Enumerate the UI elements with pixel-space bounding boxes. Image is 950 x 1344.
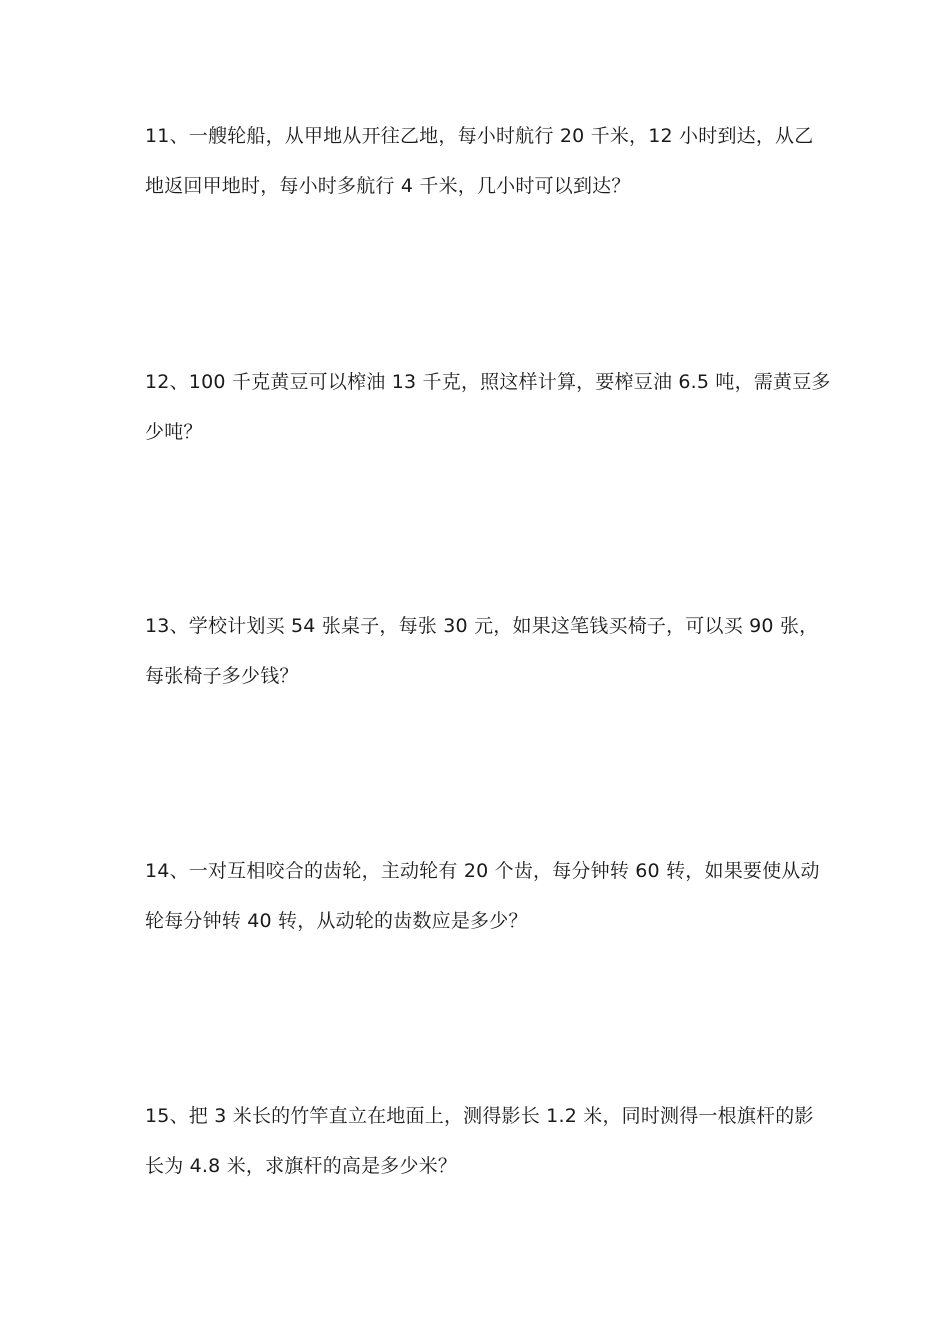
question-text-line: 每张椅子多少钱？: [145, 665, 299, 687]
question-11: [145, 124, 815, 198]
question-text-line: 长为 4.8 米，求旗杆的高是多少米？: [145, 1155, 458, 1177]
question-text-line: 14、一对互相咬合的齿轮，主动轮有 20 个齿，每分钟转 60 转，如果要使从动: [145, 860, 820, 882]
question-text-line: 轮每分钟转 40 转，从动轮的齿数应是多少？: [145, 910, 528, 932]
question-text-line: 12、100 千克黄豆可以榨油 13 千克，照这样计算，要榨豆油 6.5 吨，需黄豆多: [145, 371, 831, 393]
question-text-line: 13、学校计划买 54 张桌子，每张 30 元，如果这笔钱买椅子，可以买 90 张，: [145, 615, 819, 637]
question-text-line: 地返回甲地时，每小时多航行 4 千米，几小时可以到达？: [145, 175, 631, 197]
question-text-line: 15、把 3 米长的竹竿直立在地面上，测得影长 1.2 米，同时测得一根旗杆的影: [145, 1105, 814, 1127]
question-14: [145, 859, 820, 933]
question-12: [145, 370, 831, 444]
question-15: [145, 1104, 815, 1178]
question-13: [145, 614, 819, 688]
question-text-line: 11、一艘轮船，从甲地从开往乙地，每小时航行 20 千米，12 小时到达，从乙: [145, 125, 814, 147]
question-text-line: 少吨？: [145, 421, 203, 443]
